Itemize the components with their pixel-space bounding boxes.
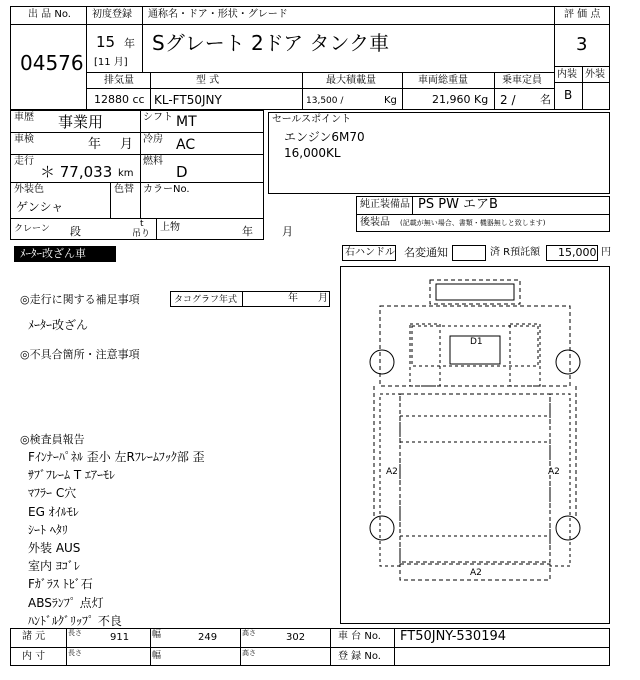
rear-left-wheel xyxy=(370,516,394,540)
bed-year: 年 xyxy=(242,225,253,238)
front-right-wheel xyxy=(556,350,580,374)
color-no-label: カラーNo. xyxy=(143,184,190,195)
lot-number: 04576 xyxy=(20,51,84,75)
inspector-line: EG ｵｲﾙﾓﾚ xyxy=(28,504,79,519)
history-label: 車歴 xyxy=(14,112,34,123)
exterior-label: 外装 xyxy=(585,69,605,80)
max-load-unit: Kg xyxy=(384,95,397,106)
defects-label: ◎不具合箇所・注意事項 xyxy=(20,348,140,361)
capacity-unit: 名 xyxy=(540,93,551,106)
max-load-value: 13,500 / xyxy=(306,96,344,106)
cab-roof xyxy=(436,284,514,300)
name-change-label: 名変通知 xyxy=(404,246,448,259)
model-desc-label: 通称名・ドア・形状・グレード xyxy=(148,9,288,20)
tacho-month: 月 xyxy=(318,293,328,304)
inspector-line: ﾏﾌﾗｰ C穴 xyxy=(28,486,77,501)
inner-height-label: 高さ xyxy=(242,649,256,657)
damage-a2-left: A2 xyxy=(386,467,398,477)
color-change-label: 色替 xyxy=(114,184,134,195)
mileage-value: ＊ 77,033 xyxy=(40,163,113,181)
ext-color-value: ゲンシャ xyxy=(16,200,64,214)
length-value: 911 xyxy=(110,632,130,643)
crane-t: t xyxy=(140,219,144,229)
cab-right-door xyxy=(510,324,540,386)
recycle-amount: 15,000 xyxy=(558,246,597,259)
damage-d1: D1 xyxy=(470,337,483,347)
ac-value: AC xyxy=(176,137,196,153)
cab-left-door xyxy=(410,324,440,386)
tank-body xyxy=(400,394,550,562)
gvw-value: 21,960 Kg xyxy=(432,93,489,106)
inspector-line: ｼｰﾄ ﾍﾀﾘ xyxy=(28,522,68,537)
aftermarket-label: 後装品 xyxy=(360,217,390,228)
reg-year-unit: 年 xyxy=(124,37,135,50)
interior-label: 内装 xyxy=(557,69,577,80)
inspector-line: Fｲﾝﾅｰﾊﾟﾈﾙ 歪小 左Rﾌﾚｰﾑﾌｯｸ部 歪 xyxy=(28,450,205,464)
fuel-label: 燃料 xyxy=(143,156,163,167)
sales-point-1: エンジン6M70 xyxy=(284,130,365,144)
front-left-wheel xyxy=(370,350,394,374)
overall-grade: 3 xyxy=(576,34,588,55)
inspector-line: 外装 AUS xyxy=(28,541,81,555)
driving-notes-label: ◎走行に関する補足事項 xyxy=(20,293,140,306)
displacement-label: 排気量 xyxy=(104,75,134,86)
height-value: 302 xyxy=(286,632,306,643)
inspector-line: ﾊﾝﾄﾞﾙｸﾞﾘｯﾌﾟ 不良 xyxy=(28,613,122,628)
crane-label: クレーン xyxy=(14,224,50,234)
ac-label: 冷房 xyxy=(143,134,163,145)
damage-a2-rear: A2 xyxy=(470,568,482,578)
inner-label: 内 寸 xyxy=(22,651,46,662)
mileage-label: 走行 xyxy=(14,156,34,167)
fuel-value: D xyxy=(176,163,188,181)
interior-grade: B xyxy=(564,88,573,102)
crane-stage: 段 xyxy=(70,225,81,238)
rear-right-wheel xyxy=(556,516,580,540)
recycle-unit: 円 xyxy=(601,247,611,258)
reg-month: [11 月] xyxy=(94,57,128,68)
length-label: 長さ xyxy=(68,629,82,637)
grade-label: 評 価 点 xyxy=(564,9,601,20)
mileage-unit: km xyxy=(118,168,134,179)
width-value: 249 xyxy=(198,632,218,643)
inspector-label: ◎検査員報告 xyxy=(20,433,85,446)
crane-lift: 吊り xyxy=(132,229,151,239)
chassis-label: 車 台 No. xyxy=(338,631,381,642)
history-value: 事業用 xyxy=(58,113,104,131)
capacity-value: 2 / xyxy=(500,93,516,107)
tacho-year: 年 xyxy=(288,293,298,304)
meter-tampered-badge xyxy=(14,246,116,262)
ext-color-label: 外装色 xyxy=(14,184,44,195)
type-label: 型 式 xyxy=(196,75,220,86)
driving-note: ﾒｰﾀｰ改ざん xyxy=(28,318,89,332)
max-load-label: 最大積載量 xyxy=(326,75,376,86)
lot-label: 出 品 No. xyxy=(28,9,71,20)
inspection-label: 車検 xyxy=(14,134,34,145)
inspector-line: ABSﾗﾝﾌﾟ 点灯 xyxy=(28,595,104,610)
equip-value: PS PW エアB xyxy=(418,197,498,212)
first-reg-label: 初度登録 xyxy=(92,9,132,20)
inner-width-label: 幅 xyxy=(152,651,162,661)
equip-label: 純正装備品 xyxy=(360,199,410,210)
reg-no-label: 登 録 No. xyxy=(338,651,381,662)
tank-ribs xyxy=(400,416,550,536)
gvw-label: 車両総重量 xyxy=(418,75,468,86)
inspector-line: 室内 ﾖｺﾞﾚ xyxy=(28,559,80,574)
inspection-year: 年 xyxy=(88,137,102,152)
shift-value: MT xyxy=(176,114,197,130)
sales-point-2: 16,000KL xyxy=(284,146,341,160)
bed-month: 月 xyxy=(282,225,293,238)
tacho-label: タコグラフ年式 xyxy=(174,295,238,305)
inner-length-label: 長さ xyxy=(68,649,82,657)
meter-tampered-text: ﾒｰﾀｰ改ざん車 xyxy=(20,247,86,260)
displacement-value: 12880 cc xyxy=(94,93,145,106)
width-label: 幅 xyxy=(152,630,162,640)
dims-label: 諸 元 xyxy=(22,631,46,642)
capacity-label: 乗車定員 xyxy=(502,75,542,86)
name-change-box xyxy=(452,245,486,261)
aftermarket-note: (記載が無い場合、書類・機器無しと致します) xyxy=(400,219,546,227)
reg-year: 15 xyxy=(96,33,116,51)
inspection-month: 月 xyxy=(120,137,134,152)
rhd-text: 右ハンドル xyxy=(345,247,395,258)
shift-label: シフト xyxy=(143,112,173,123)
recycle-label: 済 R預託額 xyxy=(490,247,541,258)
sales-point-label: セールスポイント xyxy=(272,114,352,125)
type-value: KL-FT50JNY xyxy=(154,93,222,107)
chassis-value: FT50JNY-530194 xyxy=(400,629,507,644)
height-label: 高さ xyxy=(242,629,256,637)
inspector-line: ｻﾌﾞﾌﾚｰﾑ T ｴｱｰﾓﾚ xyxy=(28,468,115,483)
model-desc: Sグレート 2ドア タンク車 xyxy=(152,31,390,55)
bed-label: 上物 xyxy=(160,222,180,233)
damage-a2-right: A2 xyxy=(548,467,560,477)
inspector-line: Fｶﾞﾗｽ ﾄﾋﾞ石 xyxy=(28,577,93,592)
